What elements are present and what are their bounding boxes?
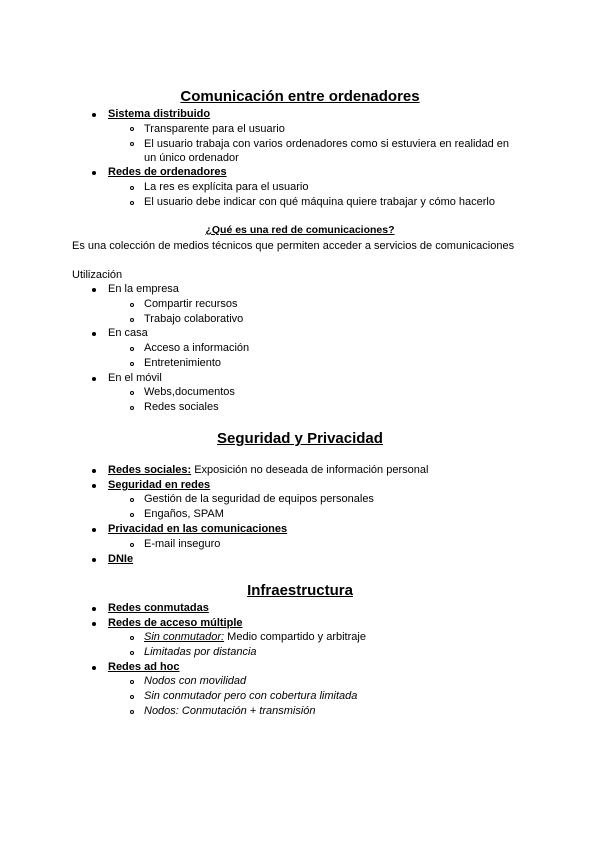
bullet-circle xyxy=(130,347,134,351)
heading-que-es-red: ¿Qué es una red de comunicaciones? xyxy=(205,224,395,236)
subitem-label: Sin conmutador: xyxy=(144,631,225,643)
subitem-sin-conmutador xyxy=(144,630,366,644)
bullet-circle xyxy=(130,680,134,684)
bullet-dot xyxy=(92,484,96,488)
label-utilizacion: Utilización xyxy=(72,269,123,281)
subitem: El usuario trabaja con varios ordenadores como si estuviera en realidad en xyxy=(144,138,510,150)
item-empresa: En la empresa xyxy=(108,283,179,295)
bullet-circle xyxy=(130,498,134,502)
bullet-circle xyxy=(130,543,134,547)
subitem: La res es explícita para el usuario xyxy=(144,181,309,193)
item-redes-acceso-multiple: Redes de acceso múltiple xyxy=(108,617,243,629)
bullet-dot xyxy=(92,113,96,117)
item-text: Exposición no deseada de información personal xyxy=(191,464,429,476)
subitem-continuation: un único ordenador xyxy=(144,152,239,164)
item-sistema-distribuido: Sistema distribuido xyxy=(108,108,211,120)
subitem: E-mail inseguro xyxy=(144,538,221,550)
item-dnie: DNIe xyxy=(108,553,134,565)
bullet-dot xyxy=(92,607,96,611)
item-seguridad-redes: Seguridad en redes xyxy=(108,479,211,491)
subitem: Gestión de la seguridad de equipos personales xyxy=(144,493,374,505)
bullet-dot xyxy=(92,288,96,292)
title-comunicacion: Comunicación entre ordenadores xyxy=(180,88,420,105)
definition-text: Es una colección de medios técnicos que permiten acceder a servicios de comunicaciones xyxy=(72,240,515,252)
subitem: Trabajo colaborativo xyxy=(144,313,244,325)
bullet-circle xyxy=(130,710,134,714)
bullet-dot xyxy=(92,622,96,626)
bullet-dot xyxy=(92,171,96,175)
bullet-dot xyxy=(92,528,96,532)
subitem: Entretenimiento xyxy=(144,357,222,369)
subitem: Compartir recursos xyxy=(144,298,238,310)
item-redes-ordenadores: Redes de ordenadores xyxy=(108,166,227,178)
item-label: Redes sociales: xyxy=(108,464,192,476)
bullet-dot xyxy=(92,558,96,562)
subitem: Nodos: Conmutación + transmisión xyxy=(144,705,316,717)
bullet-circle xyxy=(130,186,134,190)
bullet-circle xyxy=(130,127,134,131)
subitem: El usuario debe indicar con qué máquina quiere trabajar y cómo hacerlo xyxy=(144,196,495,208)
item-privacidad: Privacidad en las comunicaciones xyxy=(108,523,288,535)
subitem: Engaños, SPAM xyxy=(144,508,224,520)
bullet-circle xyxy=(130,513,134,517)
bullet-circle xyxy=(130,303,134,307)
bullet-circle xyxy=(130,651,134,655)
item-redes-ad-hoc: Redes ad hoc xyxy=(108,661,180,673)
bullet-circle xyxy=(130,142,134,146)
bullet-dot xyxy=(92,666,96,670)
bullet-dot xyxy=(92,332,96,336)
bullet-circle xyxy=(130,318,134,322)
title-seguridad: Seguridad y Privacidad xyxy=(217,430,383,447)
subitem-text: Medio compartido y arbitraje xyxy=(224,631,366,643)
subitem: Redes sociales xyxy=(144,401,219,413)
item-redes-sociales xyxy=(108,463,428,477)
bullet-circle xyxy=(130,406,134,410)
bullet-circle xyxy=(130,362,134,366)
bullet-dot xyxy=(92,377,96,381)
item-casa: En casa xyxy=(108,327,148,339)
bullet-dot xyxy=(92,469,96,473)
bullet-circle xyxy=(130,201,134,205)
subitem: Transparente para el usuario xyxy=(144,123,285,135)
subitem: Nodos con movilidad xyxy=(144,675,247,687)
subitem: Acceso a información xyxy=(144,342,250,354)
subitem: Webs,documentos xyxy=(144,386,235,398)
bullet-circle xyxy=(130,695,134,699)
subitem: Sin conmutador pero con cobertura limitada xyxy=(144,690,358,702)
bullet-circle xyxy=(130,636,134,640)
item-redes-conmutadas: Redes conmutadas xyxy=(108,602,209,614)
title-infraestructura: Infraestructura xyxy=(247,582,353,599)
subitem: Limitadas por distancia xyxy=(144,646,257,658)
item-movil: En el móvil xyxy=(108,372,162,384)
bullet-circle xyxy=(130,391,134,395)
